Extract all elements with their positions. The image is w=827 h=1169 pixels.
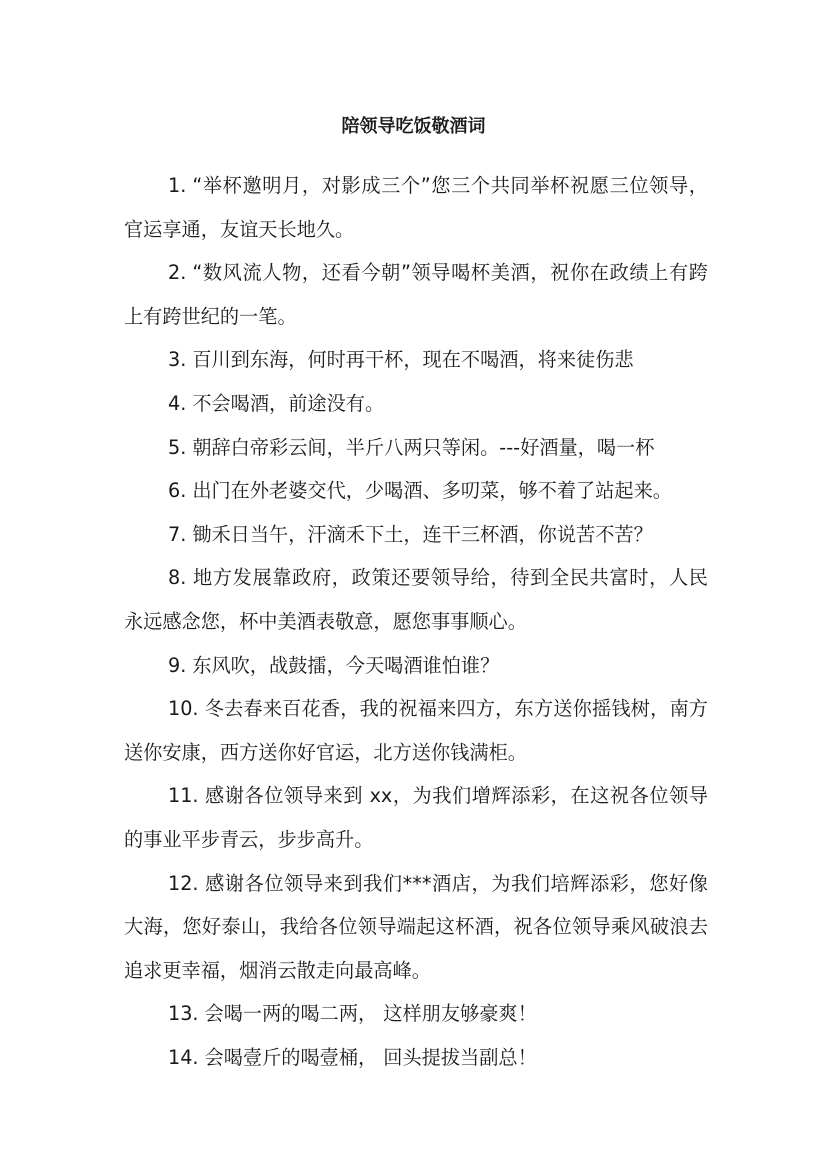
list-item <box>124 774 708 861</box>
item-text: 会喝壹斤的喝壹桶， 回头提拔当副总！ <box>204 1045 537 1069</box>
list-item <box>124 1036 708 1080</box>
item-text: 地方发展靠政府，政策还要领导给，待到全民共富时，人民永远感念您，杯中美酒表敬意，愿您事事顺心。 <box>124 566 708 633</box>
list-item <box>124 426 708 470</box>
document-body <box>124 164 708 1079</box>
item-number: 5. <box>168 435 187 459</box>
item-text: 冬去春来百花香，我的祝福来四方，东方送你摇钱树，南方送你安康，西方送你好官运，北方送你钱满柜。 <box>124 697 708 764</box>
item-text: 朝辞白帝彩云间，半斤八两只等闲。---好酒量，喝一杯 <box>192 435 655 459</box>
item-text: 会喝一两的喝二两， 这样朋友够豪爽！ <box>204 1002 537 1026</box>
list-item <box>124 164 708 251</box>
item-number: 8. <box>168 566 187 590</box>
list-item <box>124 338 708 382</box>
item-number: 14. <box>168 1045 199 1069</box>
list-item <box>124 862 708 993</box>
item-text: 锄禾日当午，汗滴禾下土，连干三杯酒，你说苦不苦？ <box>192 522 653 546</box>
item-text: 感谢各位领导来到 xx，为我们增辉添彩，在这祝各位领导的事业平步青云，步步高升。 <box>124 784 708 851</box>
document-title: 陪领导吃饭敬酒词 <box>341 116 486 137</box>
list-item <box>124 644 708 688</box>
list-item <box>124 992 708 1036</box>
item-number: 2. <box>168 261 187 285</box>
item-text: 东风吹，战鼓擂，今天喝酒谁怕谁？ <box>192 653 500 677</box>
item-number: 3. <box>168 348 187 372</box>
item-text: 出门在外老婆交代，少喝酒、多叨菜，够不着了站起来。 <box>192 479 672 503</box>
list-item <box>124 513 708 557</box>
list-item <box>124 556 708 643</box>
list-item <box>124 251 708 338</box>
item-number: 12. <box>168 871 199 895</box>
item-number: 11. <box>168 784 199 808</box>
item-number: 10. <box>168 697 199 721</box>
item-number: 4. <box>168 391 187 415</box>
item-text: 百川到东海，何时再干杯，现在不喝酒，将来徒伤悲 <box>192 348 634 372</box>
list-item <box>124 687 708 774</box>
item-number: 9. <box>168 653 187 677</box>
item-text: 感谢各位领导来到我们***酒店，为我们培辉添彩，您好像大海，您好泰山，我给各位领导端起这杯酒，祝各位领导乘风破浪去追求更幸福，烟消云散走向最高峰。 <box>124 871 708 982</box>
list-item <box>124 469 708 513</box>
item-number: 6. <box>168 479 187 503</box>
item-text: “举杯邀明月，对影成三个”您三个共同举杯祝愿三位领导，官运享通，友谊天长地久。 <box>124 174 708 241</box>
item-text: 不会喝酒，前途没有。 <box>192 391 385 415</box>
item-text: “数风流人物，还看今朝”领导喝杯美酒，祝你在政绩上有跨上有跨世纪的一笔。 <box>124 261 708 328</box>
item-number: 13. <box>168 1002 199 1026</box>
item-number: 1. <box>168 174 187 197</box>
list-item <box>124 382 708 426</box>
item-number: 7. <box>168 522 187 546</box>
